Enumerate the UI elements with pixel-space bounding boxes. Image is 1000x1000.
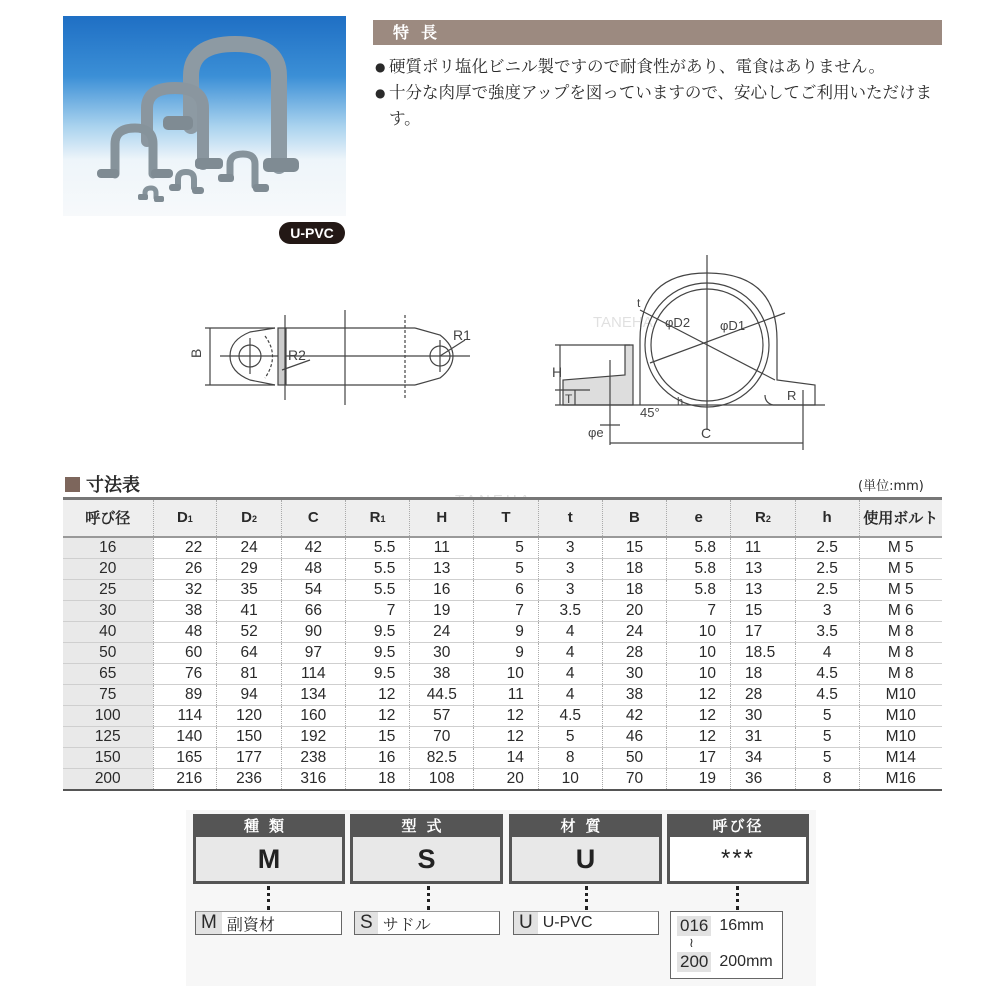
table-cell: 57 <box>410 705 474 726</box>
table-title: 寸法表 <box>65 471 140 497</box>
table-cell: 41 <box>217 600 282 621</box>
bullet-icon: ● <box>375 86 386 100</box>
table-cell: 9 <box>474 642 539 663</box>
col-header: h <box>795 499 859 537</box>
table-cell: 160 <box>281 705 345 726</box>
table-cell: 165 <box>153 747 217 768</box>
table-cell: 3.5 <box>538 600 602 621</box>
table-cell: 11 <box>410 537 474 559</box>
table-cell: 3 <box>538 579 602 600</box>
table-cell: 192 <box>281 726 345 747</box>
table-cell: 5 <box>795 747 859 768</box>
label-phiD2: φD2 <box>665 315 691 330</box>
table-cell: 4.5 <box>795 684 859 705</box>
table-cell: 3 <box>538 537 602 559</box>
table-cell: 4 <box>538 621 602 642</box>
table-cell: 29 <box>217 558 282 579</box>
table-cell: 19 <box>410 600 474 621</box>
nominal-size-cell: 150 <box>63 747 153 768</box>
table-row <box>63 558 942 579</box>
segment-value: M <box>257 844 281 874</box>
table-cell: 13 <box>731 558 796 579</box>
table-cell: 20 <box>602 600 667 621</box>
table-cell: 16 <box>410 579 474 600</box>
col-header: D2 <box>217 499 282 537</box>
code-segment-material <box>509 814 662 884</box>
col-header: 呼び径 <box>63 499 153 537</box>
table-cell: 13 <box>731 579 796 600</box>
table-row <box>63 600 942 621</box>
table-cell: M10 <box>859 726 942 747</box>
table-cell: M 5 <box>859 579 942 600</box>
label-R: R <box>787 388 797 403</box>
table-cell: M 6 <box>859 600 942 621</box>
table-cell: 12 <box>474 705 539 726</box>
option-type <box>195 911 342 935</box>
square-icon <box>65 477 80 492</box>
table-cell: 236 <box>217 768 282 790</box>
table-cell: 216 <box>153 768 217 790</box>
table-cell: 12 <box>667 705 731 726</box>
features-list <box>375 54 955 132</box>
table-cell: 50 <box>602 747 667 768</box>
table-cell: 34 <box>731 747 796 768</box>
table-cell: 70 <box>410 726 474 747</box>
col-header: C <box>281 499 345 537</box>
table-cell: 4 <box>538 663 602 684</box>
range-separator: ≀ <box>689 935 694 950</box>
table-cell: 30 <box>410 642 474 663</box>
col-header: R1 <box>345 499 410 537</box>
segment-header: 材質 <box>512 817 659 837</box>
table-cell: 12 <box>667 726 731 747</box>
table-cell: 64 <box>217 642 282 663</box>
table-cell: 18.5 <box>731 642 796 663</box>
option-value: 副資材 <box>226 916 275 934</box>
feature-text: 硬質ポリ塩化ビニル製ですので耐食性があり、電食はありません。 <box>389 57 885 76</box>
table-cell: 5 <box>474 558 539 579</box>
nominal-size-cell: 20 <box>63 558 153 579</box>
table-cell: 30 <box>602 663 667 684</box>
table-cell: 32 <box>153 579 217 600</box>
table-cell: 76 <box>153 663 217 684</box>
label-R2: R2 <box>288 347 306 363</box>
label-R1: R1 <box>453 327 471 343</box>
table-cell: 60 <box>153 642 217 663</box>
option-key: S <box>355 912 378 934</box>
nominal-size-cell: 65 <box>63 663 153 684</box>
table-cell: M 5 <box>859 537 942 559</box>
table-cell: 10 <box>667 663 731 684</box>
table-cell: 10 <box>474 663 539 684</box>
option-key: U <box>514 912 538 934</box>
feature-item <box>375 54 955 80</box>
table-row <box>63 726 942 747</box>
table-cell: 15 <box>731 600 796 621</box>
code-segment-model <box>350 814 503 884</box>
material-badge: U-PVC <box>279 222 345 244</box>
table-row <box>63 663 942 684</box>
table-cell: 11 <box>474 684 539 705</box>
table-cell: 6 <box>474 579 539 600</box>
table-cell: 36 <box>731 768 796 790</box>
table-cell: 17 <box>731 621 796 642</box>
table-cell: 16 <box>345 747 410 768</box>
table-row <box>63 537 942 559</box>
label-C: C <box>701 425 712 441</box>
table-cell: 4.5 <box>538 705 602 726</box>
table-cell: 82.5 <box>410 747 474 768</box>
table-cell: M14 <box>859 747 942 768</box>
code-segment-type <box>193 814 345 884</box>
table-cell: 5 <box>795 705 859 726</box>
col-header: t <box>538 499 602 537</box>
table-cell: 66 <box>281 600 345 621</box>
table-cell: 38 <box>602 684 667 705</box>
table-cell: 114 <box>153 705 217 726</box>
table-cell: 19 <box>667 768 731 790</box>
table-cell: 12 <box>667 684 731 705</box>
table-cell: 238 <box>281 747 345 768</box>
table-cell: 4 <box>538 684 602 705</box>
table-row <box>63 684 942 705</box>
label-h: h <box>677 396 684 408</box>
table-cell: 35 <box>217 579 282 600</box>
table-cell: 5 <box>795 726 859 747</box>
table-cell: 12 <box>345 684 410 705</box>
table-cell: 24 <box>602 621 667 642</box>
table-cell: 177 <box>217 747 282 768</box>
table-cell: 70 <box>602 768 667 790</box>
table-cell: 26 <box>153 558 217 579</box>
label-t: t <box>637 296 641 310</box>
nominal-size-cell: 100 <box>63 705 153 726</box>
unit-label: (単位:mm) <box>858 479 924 494</box>
nominal-size-cell: 200 <box>63 768 153 790</box>
features-heading: 特長 <box>373 20 942 45</box>
nominal-size-cell: 25 <box>63 579 153 600</box>
col-header: e <box>667 499 731 537</box>
table-cell: 10 <box>538 768 602 790</box>
table-cell: 9.5 <box>345 621 410 642</box>
col-header: R2 <box>731 499 796 537</box>
table-cell: 12 <box>345 705 410 726</box>
table-cell: 20 <box>474 768 539 790</box>
option-material <box>513 911 659 935</box>
table-cell: 4 <box>795 642 859 663</box>
option-value: サドル <box>382 916 431 934</box>
table-cell: 94 <box>217 684 282 705</box>
table-cell: 14 <box>474 747 539 768</box>
segment-header: 型式 <box>353 817 500 837</box>
table-cell: 316 <box>281 768 345 790</box>
table-cell: 81 <box>217 663 282 684</box>
bullet-icon: ● <box>375 60 386 74</box>
segment-header: 種類 <box>196 817 342 837</box>
option-model <box>354 911 500 935</box>
table-cell: 15 <box>345 726 410 747</box>
table-cell: 9.5 <box>345 642 410 663</box>
table-cell: 5.8 <box>667 537 731 559</box>
code-segment-size <box>667 814 809 884</box>
nominal-size-cell: 75 <box>63 684 153 705</box>
feature-text: 十分な肉厚で強度アップを図っていますので、安心してご利用いただけます。 <box>389 83 933 128</box>
table-cell: 9.5 <box>345 663 410 684</box>
table-cell: 11 <box>731 537 796 559</box>
table-cell: 2.5 <box>795 579 859 600</box>
segment-value: *** <box>670 837 806 881</box>
feature-item <box>375 80 955 132</box>
table-cell: 8 <box>538 747 602 768</box>
side-view-diagram <box>525 255 845 455</box>
nominal-size-cell: 30 <box>63 600 153 621</box>
table-cell: 7 <box>474 600 539 621</box>
table-cell: 18 <box>345 768 410 790</box>
table-cell: 3 <box>795 600 859 621</box>
label-angle: 45° <box>640 405 660 420</box>
dimension-table <box>63 497 942 791</box>
table-cell: 5.8 <box>667 558 731 579</box>
table-cell: 5.5 <box>345 537 410 559</box>
table-cell: M 5 <box>859 558 942 579</box>
table-cell: 24 <box>217 537 282 559</box>
segment-value: U <box>575 844 596 874</box>
table-cell: 89 <box>153 684 217 705</box>
label-T: T <box>565 392 573 406</box>
option-key: M <box>196 912 222 934</box>
table-row <box>63 705 942 726</box>
table-row <box>63 768 942 790</box>
table-cell: 22 <box>153 537 217 559</box>
col-header: T <box>474 499 539 537</box>
table-cell: 4.5 <box>795 663 859 684</box>
label-B: B <box>188 348 204 358</box>
label-H: H <box>552 364 563 380</box>
table-cell: M16 <box>859 768 942 790</box>
table-cell: 134 <box>281 684 345 705</box>
label-phiD1: φD1 <box>720 318 746 333</box>
table-cell: 4 <box>538 642 602 663</box>
table-cell: 42 <box>281 537 345 559</box>
table-cell: 7 <box>667 600 731 621</box>
option-value: U-PVC <box>542 914 593 931</box>
col-header: 使用ボルト <box>859 499 942 537</box>
connector-dots <box>736 886 739 910</box>
top-view-diagram <box>185 300 485 410</box>
table-cell: 31 <box>731 726 796 747</box>
range-to: 200 200mm <box>677 952 776 972</box>
table-header-row <box>63 499 942 537</box>
table-cell: 18 <box>602 558 667 579</box>
table-cell: 114 <box>281 663 345 684</box>
table-cell: 150 <box>217 726 282 747</box>
table-cell: 17 <box>667 747 731 768</box>
table-cell: 90 <box>281 621 345 642</box>
table-cell: 5.5 <box>345 579 410 600</box>
table-cell: 28 <box>731 684 796 705</box>
table-cell: 2.5 <box>795 537 859 559</box>
col-header: D1 <box>153 499 217 537</box>
table-cell: 120 <box>217 705 282 726</box>
table-cell: 9 <box>474 621 539 642</box>
table-cell: 24 <box>410 621 474 642</box>
table-row <box>63 579 942 600</box>
nominal-size-cell: 50 <box>63 642 153 663</box>
label-phie: φe <box>588 425 604 440</box>
table-row <box>63 621 942 642</box>
table-cell: 46 <box>602 726 667 747</box>
connector-dots <box>267 886 270 910</box>
table-cell: M10 <box>859 684 942 705</box>
table-cell: 52 <box>217 621 282 642</box>
table-cell: 5.8 <box>667 579 731 600</box>
nominal-size-cell: 16 <box>63 537 153 559</box>
table-cell: 12 <box>474 726 539 747</box>
table-row <box>63 747 942 768</box>
table-cell: 38 <box>410 663 474 684</box>
table-cell: 5 <box>538 726 602 747</box>
table-cell: 7 <box>345 600 410 621</box>
table-cell: 48 <box>153 621 217 642</box>
table-cell: 38 <box>153 600 217 621</box>
table-cell: 54 <box>281 579 345 600</box>
table-cell: 28 <box>602 642 667 663</box>
table-cell: 3.5 <box>795 621 859 642</box>
table-cell: M 8 <box>859 621 942 642</box>
table-cell: 30 <box>731 705 796 726</box>
table-cell: 44.5 <box>410 684 474 705</box>
table-cell: 3 <box>538 558 602 579</box>
product-photo <box>63 16 346 216</box>
table-cell: 8 <box>795 768 859 790</box>
table-cell: 10 <box>667 621 731 642</box>
segment-value: S <box>417 844 436 874</box>
table-cell: 5.5 <box>345 558 410 579</box>
table-cell: 140 <box>153 726 217 747</box>
table-cell: 18 <box>602 579 667 600</box>
connector-dots <box>427 886 430 910</box>
table-cell: 2.5 <box>795 558 859 579</box>
range-from: 016 16mm <box>677 916 776 936</box>
col-header: H <box>410 499 474 537</box>
table-cell: 15 <box>602 537 667 559</box>
table-cell: 48 <box>281 558 345 579</box>
table-cell: 97 <box>281 642 345 663</box>
watermark: TANEHA <box>593 314 653 331</box>
table-cell: 10 <box>667 642 731 663</box>
table-cell: M 8 <box>859 642 942 663</box>
table-cell: 5 <box>474 537 539 559</box>
connector-dots <box>585 886 588 910</box>
nominal-size-cell: 125 <box>63 726 153 747</box>
option-size-range <box>670 911 783 979</box>
table-cell: M 8 <box>859 663 942 684</box>
segment-header: 呼び径 <box>670 817 806 837</box>
table-cell: 42 <box>602 705 667 726</box>
nominal-size-cell: 40 <box>63 621 153 642</box>
col-header: B <box>602 499 667 537</box>
table-row <box>63 642 942 663</box>
table-cell: 13 <box>410 558 474 579</box>
table-cell: 18 <box>731 663 796 684</box>
table-cell: M10 <box>859 705 942 726</box>
table-cell: 108 <box>410 768 474 790</box>
